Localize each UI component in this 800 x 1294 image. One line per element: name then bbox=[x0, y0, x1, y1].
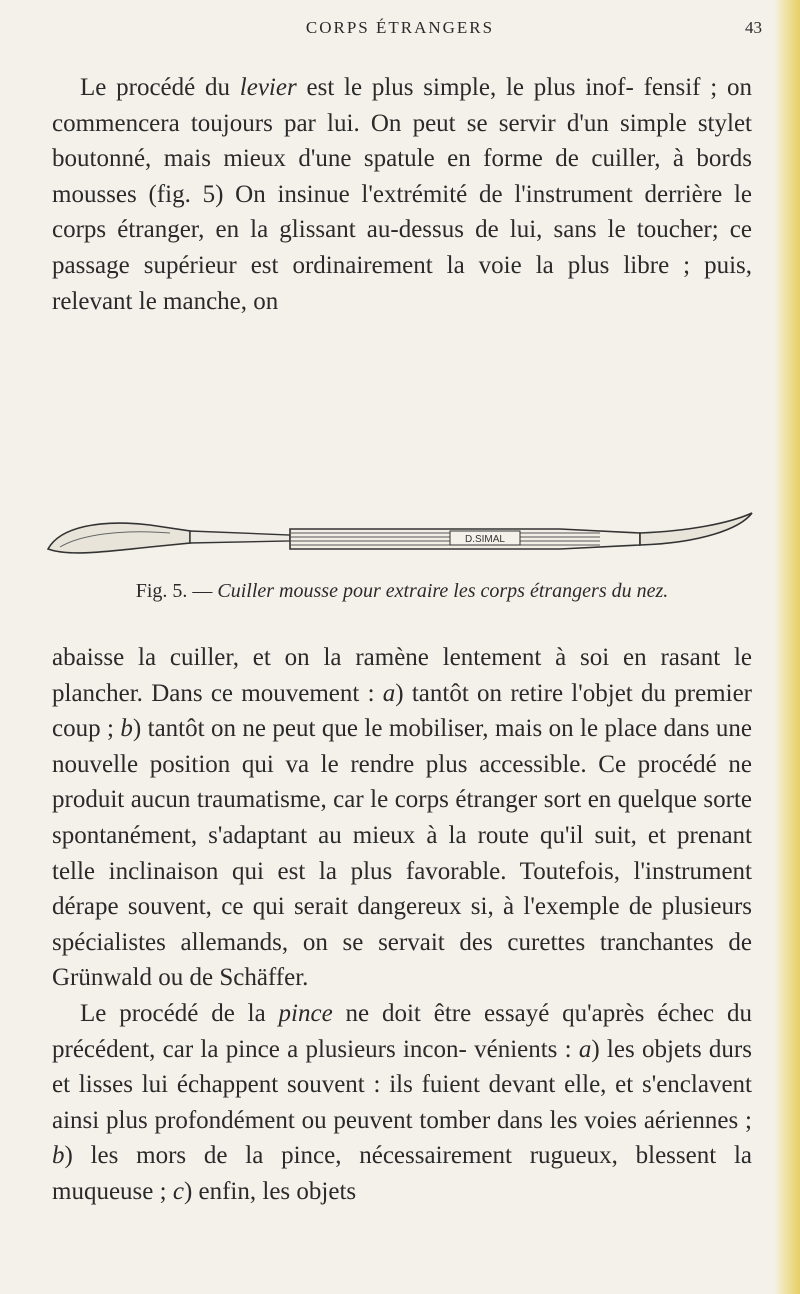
text-run: ) enfin, les objets bbox=[183, 1177, 357, 1205]
figure-caption bbox=[52, 578, 752, 604]
text-run: ne doit être essayé qu'après échec du précédent, car la pince a plusieurs incon- vénients : bbox=[52, 999, 752, 1063]
text-run: ) tantôt on ne peut que le mobiliser, mais on le place dans une nouvelle position qui va le rendre plus accessible. Ce procédé ne produit aucun traumatisme, car le corps étranger sort en quelque sorte spontanément, s'adaptant au mieux à la route qu'il suit, et prenant telle inclinaison qui est la plus favorable. Toutefois, l'instrument dérape souvent, ce qui serait dangereux si, à l'exemple de plusieurs spécialistes allemands, on se servait des curettes tranchantes de Grünwald ou de Schäffer. bbox=[52, 715, 752, 992]
text-run: est le plus simple, le plus inof- fensif ; on commencera toujours par lui. On peut se servir d'un simple stylet boutonné, mais mieux d'une spatule en forme de cuiller, à bords mousses (fig. 5) On insinue l'extrémité de l'instrument derrière le corps étranger, en la glissant au-dessus de lui, sans le toucher; ce passage supérieur est ordinairement la voie la plus libre ; puis, relevant le manche, on bbox=[52, 74, 752, 315]
figure-spoon-illustration bbox=[40, 505, 760, 561]
text-run: ) les objets durs et lisses lui échappent souvent : ils fuient devant elle, et s'enclavent ainsi plus profondément ou peuvent tomber dans les voies aériennes ; bbox=[52, 1035, 752, 1134]
list-marker: c bbox=[172, 1177, 184, 1205]
page-edge bbox=[774, 0, 800, 1294]
text-run: Le procédé du bbox=[80, 74, 240, 101]
text-run: ) tantôt on retire l'objet du premier coup ; bbox=[52, 679, 752, 743]
running-title: CORPS ÉTRANGERS bbox=[305, 18, 495, 37]
term-pince: pince bbox=[278, 999, 333, 1027]
paragraph-3 bbox=[52, 996, 752, 1210]
caption-text: Cuiller mousse pour extraire les corps étrangers du nez. bbox=[217, 580, 669, 602]
list-marker: a bbox=[578, 1035, 592, 1063]
list-marker: b bbox=[120, 715, 133, 743]
text-run: Le procédé de la bbox=[80, 999, 279, 1027]
engraver-signature: D.SIMAL bbox=[464, 534, 506, 545]
paragraph-1 bbox=[52, 70, 752, 319]
term-levier: levier bbox=[239, 74, 297, 101]
paragraph-2 bbox=[52, 640, 752, 1210]
caption-label: Fig. 5. — bbox=[135, 580, 213, 602]
page-number: 43 bbox=[745, 18, 762, 37]
text-run: ) les mors de la pince, nécessairement rugueux, blessent la muqueuse ; bbox=[52, 1142, 752, 1205]
running-header bbox=[90, 18, 762, 44]
list-marker: b bbox=[52, 1142, 65, 1170]
list-marker: a bbox=[382, 679, 396, 707]
text-run: abaisse la cuiller, et on la ramène lentement à soi en rasant le plancher. Dans ce mouvement : bbox=[52, 644, 752, 707]
spoon-drawing bbox=[40, 505, 760, 561]
